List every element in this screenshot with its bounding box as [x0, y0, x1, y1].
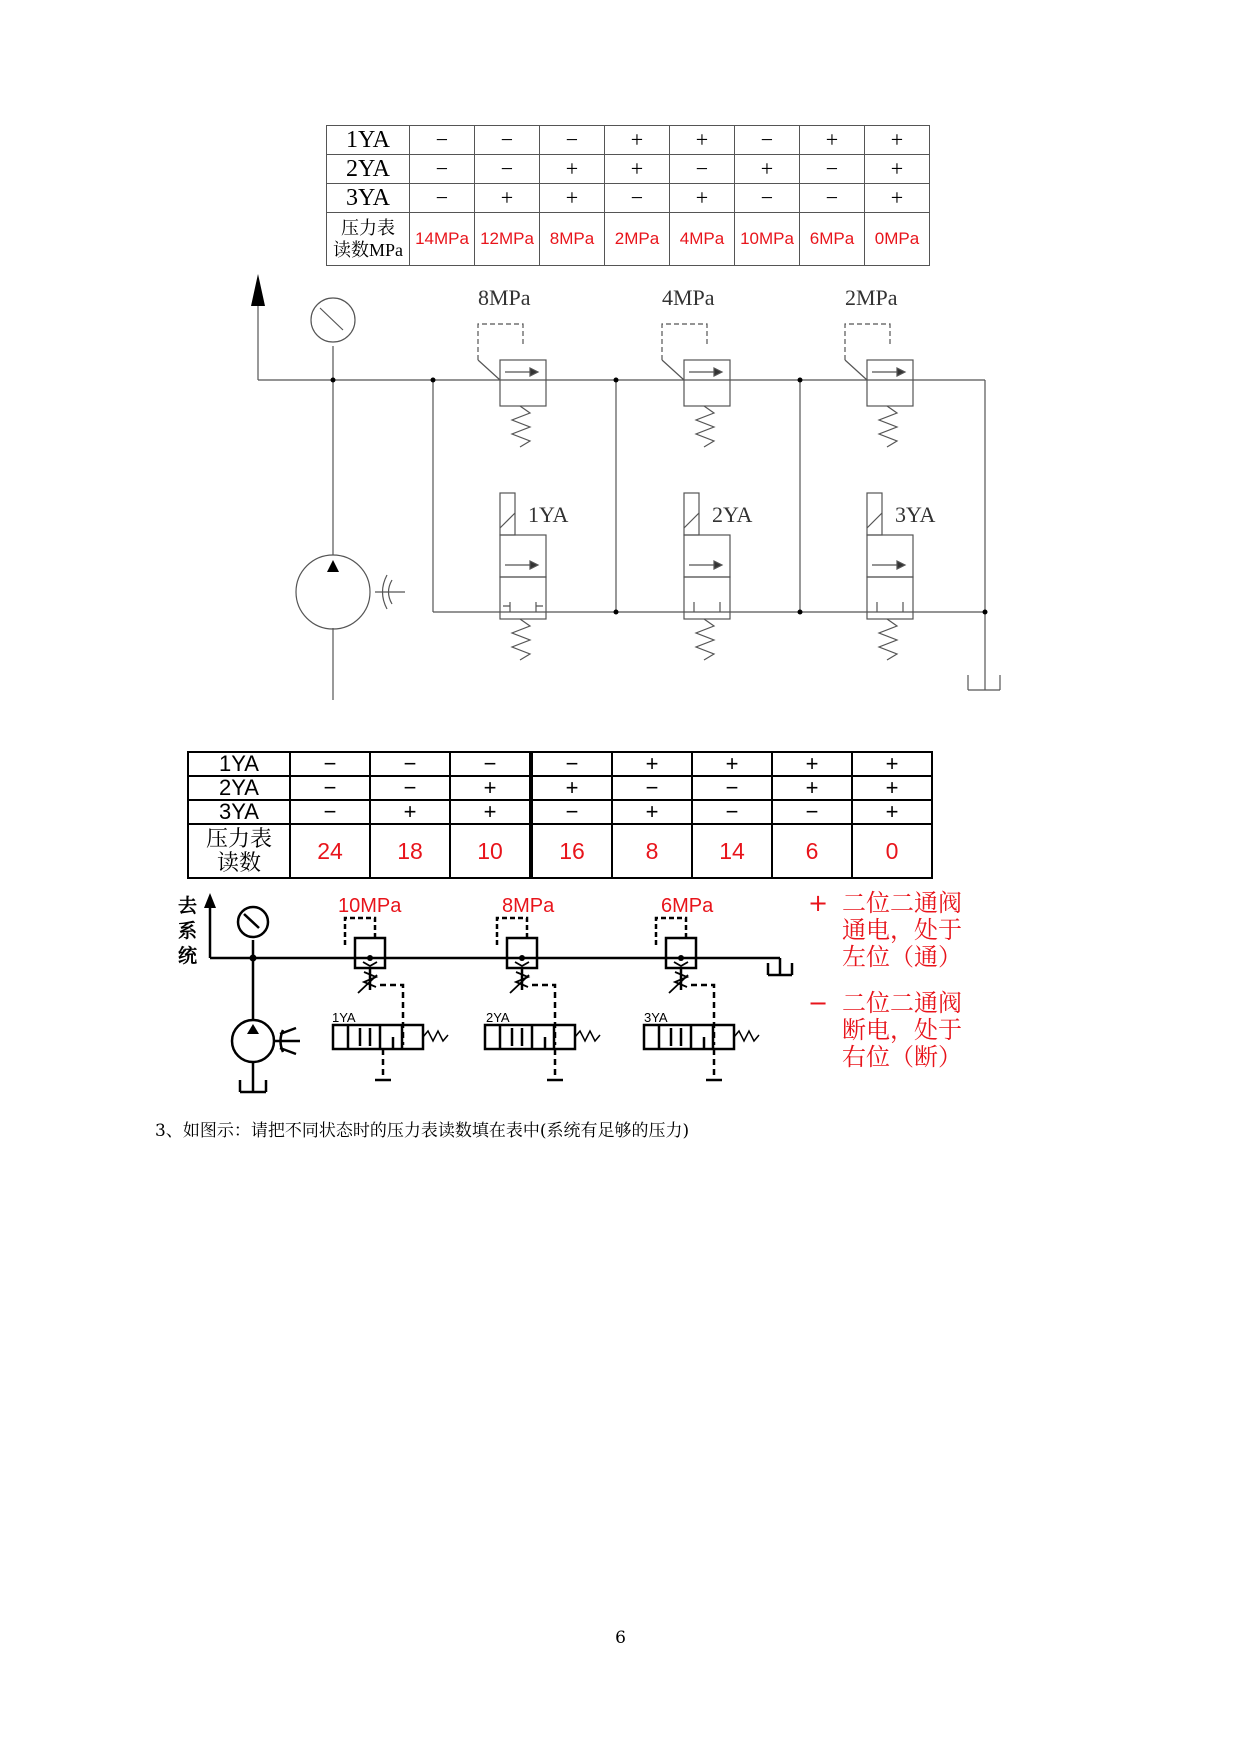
pressure-cell: 16 — [531, 824, 612, 878]
pressure-cell: 4MPa — [670, 213, 735, 266]
relief-valve-1 — [478, 324, 546, 447]
state-cell: + — [605, 126, 670, 155]
state-cell: + — [540, 184, 605, 213]
pressure-label-line: 压力表 — [341, 218, 395, 238]
pressure-row-label — [327, 213, 410, 266]
page-number: 6 — [615, 1628, 626, 1648]
state-cell: − — [540, 126, 605, 155]
pressure-cell: 10MPa — [735, 213, 800, 266]
state-cell: − — [290, 752, 370, 776]
pressure-cell: 14MPa — [410, 213, 475, 266]
state-cell: − — [772, 800, 852, 824]
state-cell: + — [852, 752, 932, 776]
pressure-cell: 8 — [612, 824, 692, 878]
state-table-2 — [187, 751, 933, 879]
relief-label-2: 4MPa — [662, 285, 715, 310]
state-cell: − — [410, 126, 475, 155]
row-label: 2YA — [327, 155, 410, 184]
state-cell: − — [475, 155, 540, 184]
relief-label-a: 10MPa — [338, 895, 402, 917]
relief-label-3: 2MPa — [845, 285, 898, 310]
state-cell: + — [605, 155, 670, 184]
state-cell: + — [852, 800, 932, 824]
hydraulic-circuit-diagram-1 — [240, 268, 1010, 708]
pressure-label-line: 读数MPa — [332, 240, 403, 260]
state-cell: + — [450, 776, 531, 800]
state-cell: + — [772, 752, 852, 776]
legend-minus-line: 二位二通阀 — [842, 989, 962, 1017]
state-cell: − — [370, 752, 450, 776]
state-cell: + — [772, 776, 852, 800]
pressure-cell: 10 — [450, 824, 531, 878]
solenoid-label-c: 3YA — [644, 1010, 668, 1025]
legend-plus-line: 通电，处于 — [842, 916, 962, 944]
legend-minus-symbol: − — [808, 989, 829, 1017]
pressure-label-line: 读数 — [216, 850, 261, 875]
row-label: 3YA — [188, 800, 290, 824]
state-cell: + — [370, 800, 450, 824]
state-cell: + — [800, 126, 865, 155]
state-cell: + — [670, 184, 735, 213]
pressure-cell: 8MPa — [540, 213, 605, 266]
legend-minus-line: 断电，处于 — [842, 1016, 962, 1044]
state-cell: − — [410, 184, 475, 213]
pressure-cell: 0MPa — [865, 213, 930, 266]
pressure-cell: 6 — [772, 824, 852, 878]
state-cell: + — [670, 126, 735, 155]
state-cell: + — [692, 752, 772, 776]
state-cell: − — [450, 752, 531, 776]
relief-label-b: 8MPa — [502, 895, 555, 917]
state-cell: − — [290, 776, 370, 800]
row-label: 3YA — [327, 184, 410, 213]
solenoid-label-3: 3YA — [895, 502, 936, 527]
state-cell: − — [531, 752, 612, 776]
arrow-up-icon — [251, 274, 265, 306]
legend-plus-line: 左位（通） — [842, 943, 962, 971]
state-cell: − — [800, 155, 865, 184]
to-system-label-2: 系 — [178, 921, 198, 942]
relief-valve-b — [485, 918, 600, 1080]
pressure-cell: 24 — [290, 824, 370, 878]
state-cell: + — [735, 155, 800, 184]
state-cell: − — [605, 184, 670, 213]
relief-valve-c — [644, 918, 759, 1080]
pressure-cell: 14 — [692, 824, 772, 878]
pressure-row-label — [188, 824, 290, 878]
state-cell: + — [540, 155, 605, 184]
hydraulic-circuit-diagram-2 — [150, 890, 800, 1105]
pressure-cell: 0 — [852, 824, 932, 878]
legend-minus — [808, 990, 1038, 1072]
pressure-label-line: 压力表 — [205, 826, 272, 851]
state-cell: + — [865, 184, 930, 213]
state-cell: − — [670, 155, 735, 184]
state-cell: + — [531, 776, 612, 800]
solenoid-label-a: 1YA — [332, 1010, 356, 1025]
state-cell: − — [800, 184, 865, 213]
relief-valve-2 — [662, 324, 730, 447]
relief-valve-a — [333, 918, 448, 1080]
state-cell: + — [865, 126, 930, 155]
pressure-cell: 18 — [370, 824, 450, 878]
state-cell: − — [370, 776, 450, 800]
solenoid-label-2: 2YA — [712, 502, 753, 527]
solenoid-label-b: 2YA — [486, 1010, 510, 1025]
state-cell: + — [450, 800, 531, 824]
state-cell: − — [612, 776, 692, 800]
row-label: 1YA — [188, 752, 290, 776]
state-cell: − — [735, 184, 800, 213]
state-table-1 — [326, 125, 930, 266]
legend-minus-line: 右位（断） — [842, 1043, 962, 1071]
state-cell: − — [735, 126, 800, 155]
pressure-cell: 6MPa — [800, 213, 865, 266]
state-cell: − — [692, 776, 772, 800]
pressure-cell: 12MPa — [475, 213, 540, 266]
solenoid-label-1: 1YA — [528, 502, 569, 527]
state-cell: − — [531, 800, 612, 824]
legend-plus — [808, 890, 1038, 972]
state-cell: − — [692, 800, 772, 824]
state-cell: + — [612, 752, 692, 776]
pressure-cell: 2MPa — [605, 213, 670, 266]
state-cell: − — [410, 155, 475, 184]
legend-plus-symbol: + — [808, 889, 829, 917]
relief-valve-3 — [845, 324, 913, 447]
state-cell: − — [475, 126, 540, 155]
state-cell: − — [290, 800, 370, 824]
state-cell: + — [612, 800, 692, 824]
question-text: 3、如图示：请把不同状态时的压力表读数填在表中(系统有足够的压力) — [155, 1121, 690, 1141]
state-cell: + — [475, 184, 540, 213]
relief-label-1: 8MPa — [478, 285, 531, 310]
state-cell: + — [865, 155, 930, 184]
row-label: 2YA — [188, 776, 290, 800]
to-system-label-1: 去 — [178, 896, 198, 917]
state-cell: + — [852, 776, 932, 800]
relief-label-c: 6MPa — [661, 895, 714, 917]
row-label: 1YA — [327, 126, 410, 155]
to-system-label-3: 统 — [178, 946, 198, 967]
legend-plus-line: 二位二通阀 — [842, 889, 962, 917]
